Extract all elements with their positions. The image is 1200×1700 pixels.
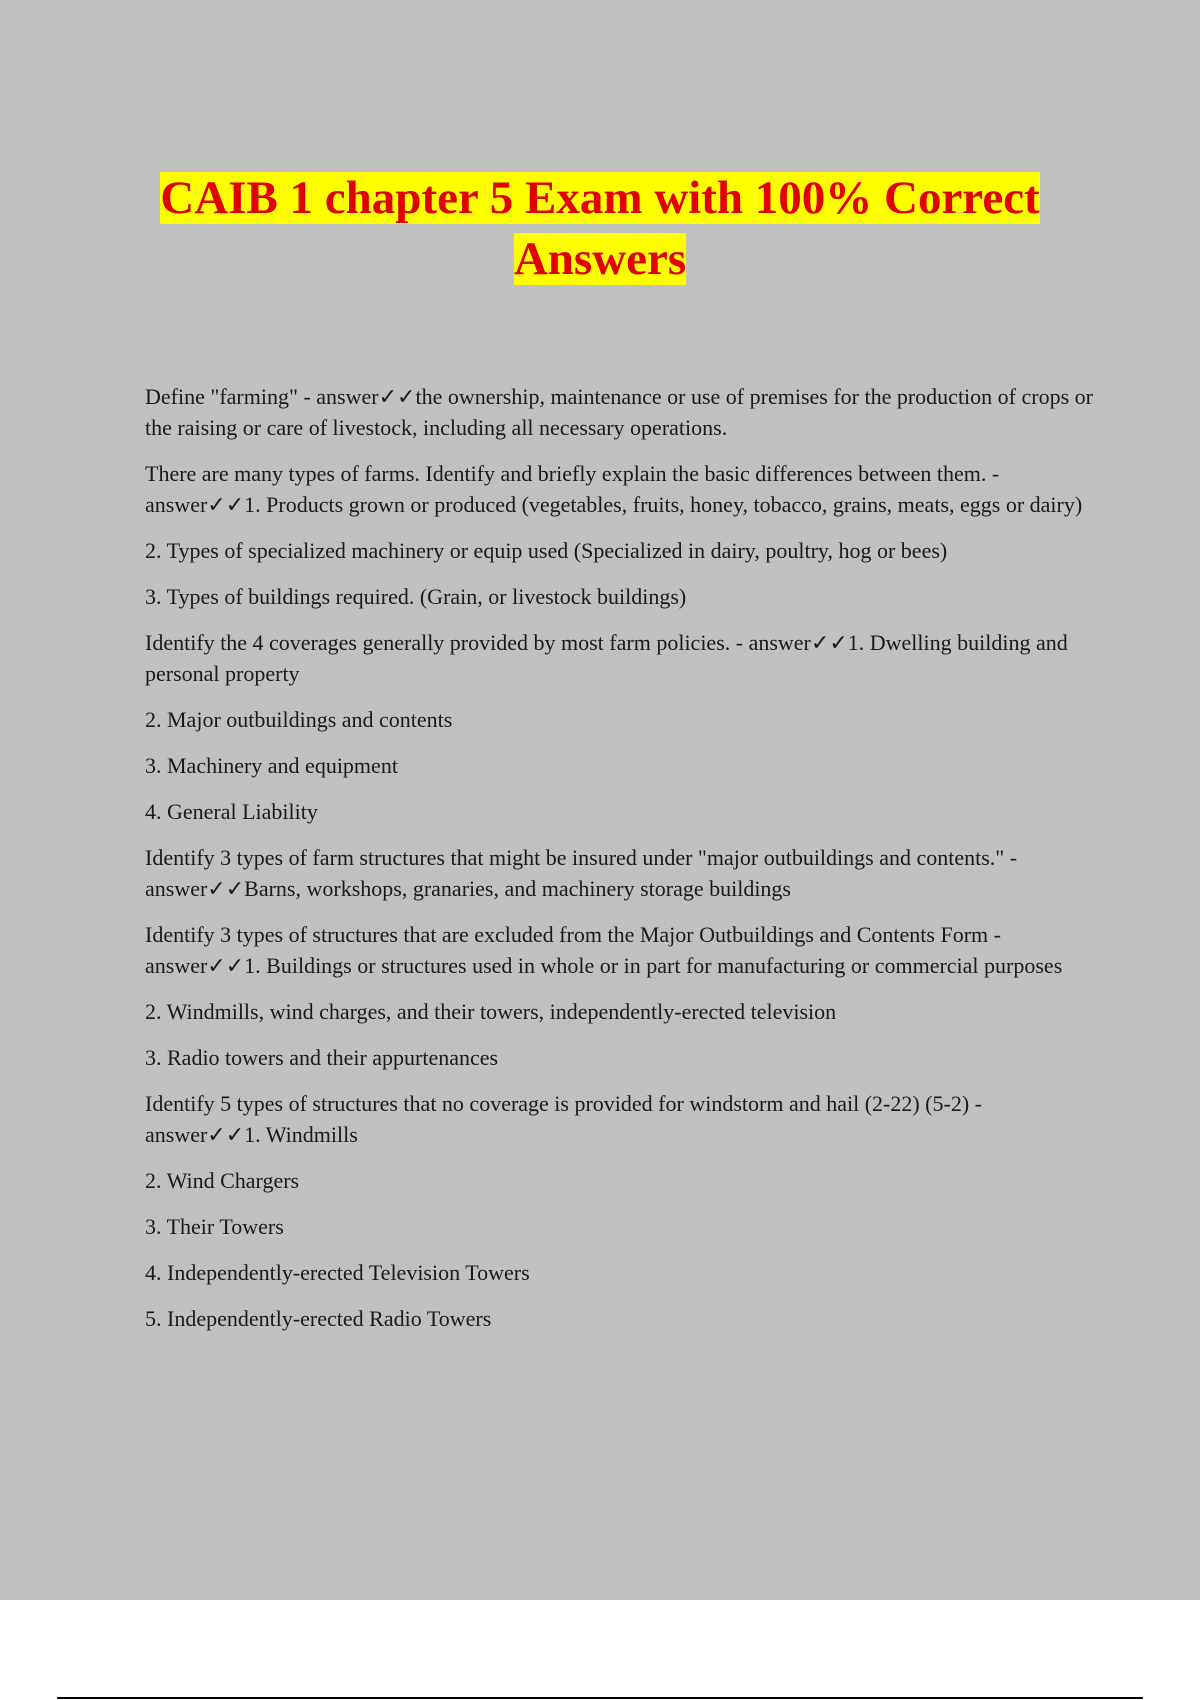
paragraph: Define "farming" - answer✓✓the ownership, maintenance or use of premises for the production of crops or the raising or care of livestock, including all necessary operations. (145, 384, 1093, 440)
paragraph: There are many types of farms. Identify and briefly explain the basic differences between them. - answer✓✓1. Products grown or produced (vegetables, fruits, honey, tobacco, grains, meats, eggs or dairy) (145, 461, 1083, 517)
paragraph: 3. Types of buildings required. (Grain, or livestock buildings) (145, 584, 687, 609)
paragraph: 3. Their Towers (145, 1214, 284, 1239)
document-title-text: CAIB 1 chapter 5 Exam with 100% Correct Answers (160, 172, 1040, 285)
paragraph: Identify 3 types of structures that are excluded from the Major Outbuildings and Contents Form - answer✓✓1. Buildings or structures used in whole or in part for manufacturing or commercial purposes (145, 922, 1063, 978)
paragraph: 4. General Liability (145, 799, 318, 824)
document-body (145, 381, 1100, 1349)
paragraph: Identify the 4 coverages generally provided by most farm policies. - answer✓✓1. Dwelling building and personal property (145, 630, 1068, 686)
paragraph: 2. Major outbuildings and contents (145, 707, 453, 732)
paragraph: Identify 5 types of structures that no coverage is provided for windstorm and hail (2-22) (5-2) - answer✓✓1. Windmills (145, 1091, 982, 1147)
paragraph: 2. Types of specialized machinery or equip used (Specialized in dairy, poultry, hog or bees) (145, 538, 948, 563)
paragraph: 3. Radio towers and their appurtenances (145, 1045, 499, 1070)
paragraph: 4. Independently-erected Television Towers (145, 1260, 530, 1285)
paragraph: 2. Wind Chargers (145, 1168, 300, 1193)
paragraph: 3. Machinery and equipment (145, 753, 398, 778)
paragraph: 2. Windmills, wind charges, and their towers, independently-erected television (145, 999, 837, 1024)
document-title (100, 168, 1100, 290)
footer-divider (57, 1697, 1143, 1699)
paragraph: 5. Independently-erected Radio Towers (145, 1306, 492, 1331)
paragraph: Identify 3 types of farm structures that might be insured under "major outbuildings and contents." - answer✓✓Barns, workshops, granaries, and machinery storage buildings (145, 845, 1018, 901)
